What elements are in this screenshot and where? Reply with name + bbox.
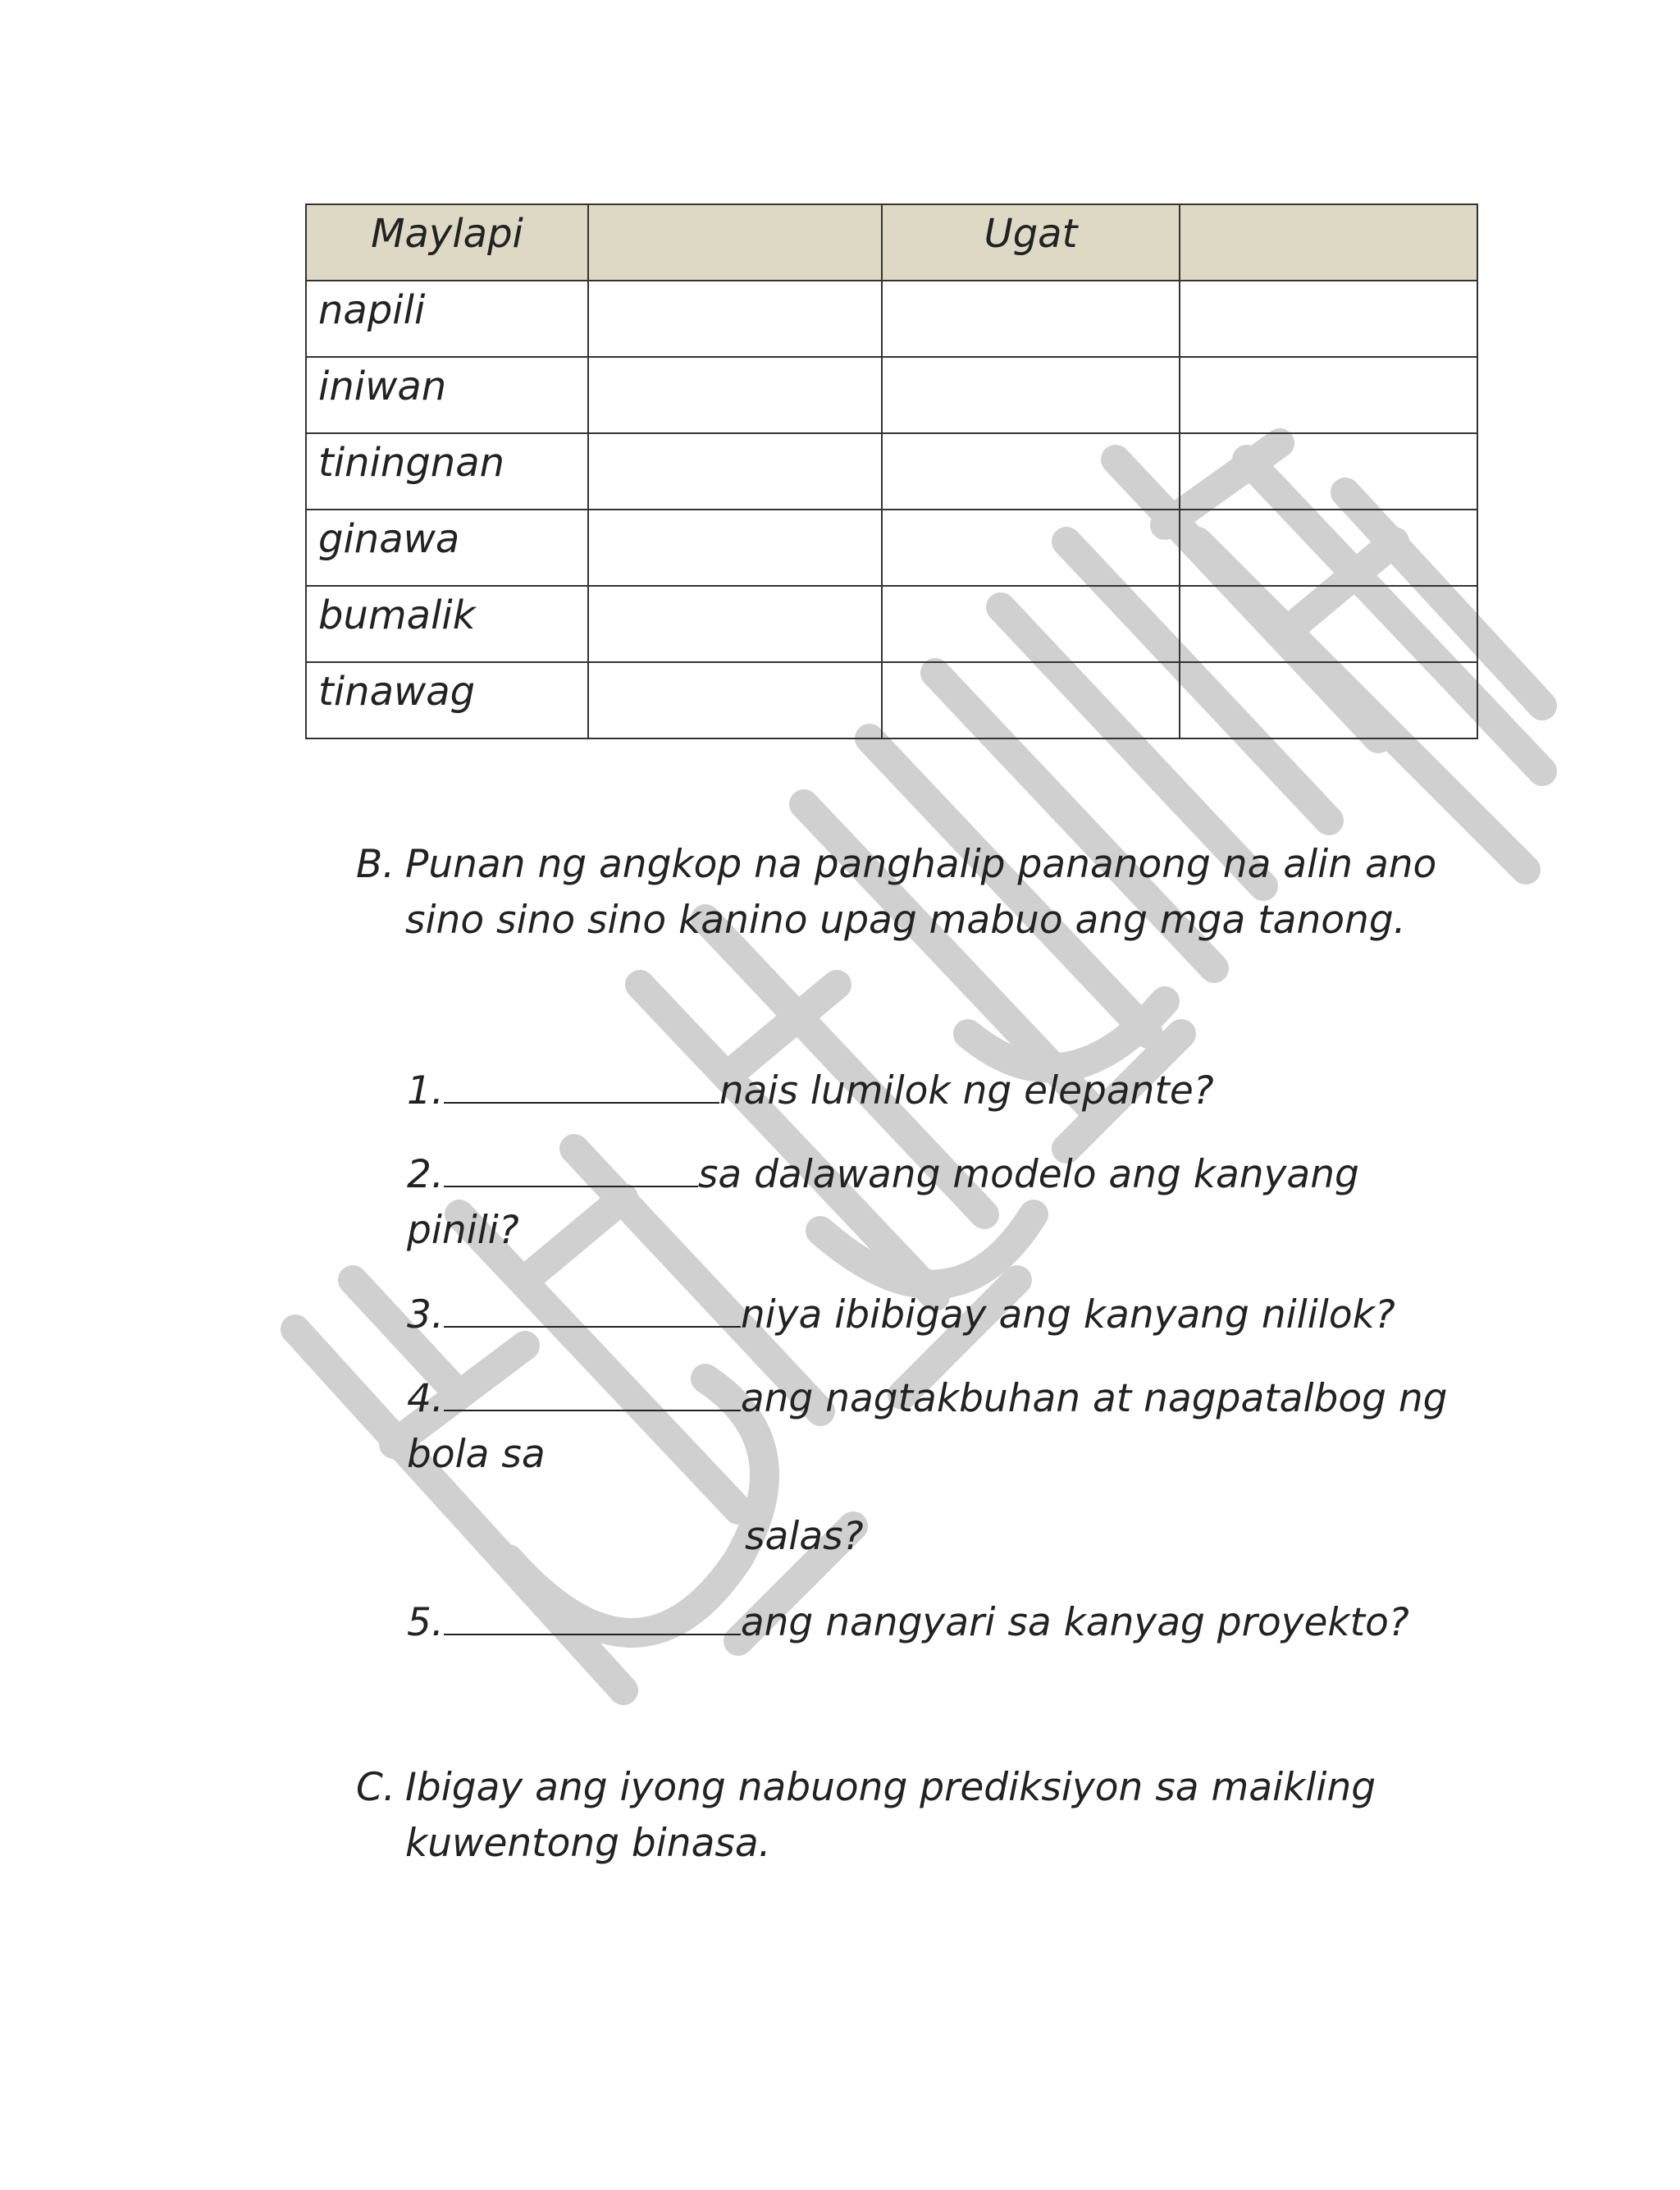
header-maylapi: Maylapi bbox=[306, 204, 588, 281]
word-cell: iniwan bbox=[306, 357, 588, 433]
question-1 bbox=[407, 1061, 1490, 1119]
answer-cell[interactable] bbox=[588, 510, 882, 586]
answer-cell[interactable] bbox=[1180, 586, 1477, 662]
answer-blank[interactable] bbox=[444, 1061, 719, 1104]
table-row bbox=[306, 662, 1477, 738]
question-5 bbox=[407, 1593, 1490, 1651]
question-3 bbox=[407, 1285, 1490, 1343]
question-4 bbox=[407, 1369, 1490, 1483]
answer-cell[interactable] bbox=[588, 662, 882, 738]
table-row bbox=[306, 586, 1477, 662]
word-cell: napili bbox=[306, 281, 588, 357]
answer-cell[interactable] bbox=[1180, 510, 1477, 586]
question-text: niya ibibigay ang kanyang nililok? bbox=[740, 1292, 1395, 1337]
answer-cell[interactable] bbox=[882, 662, 1180, 738]
answer-cell[interactable] bbox=[882, 586, 1180, 662]
header-ugat: Ugat bbox=[882, 204, 1180, 281]
word-cell: ginawa bbox=[306, 510, 588, 586]
answer-cell[interactable] bbox=[882, 433, 1180, 510]
word-cell: tinawag bbox=[306, 662, 588, 738]
question-text-continued: bola sa bbox=[407, 1432, 546, 1477]
question-number: 5. bbox=[407, 1600, 444, 1645]
table-row bbox=[306, 510, 1477, 586]
question-text: sa dalawang modelo ang kanyang bbox=[697, 1152, 1359, 1197]
question-number: 3. bbox=[407, 1292, 444, 1337]
question-text-continued: pinili? bbox=[407, 1208, 519, 1253]
word-cell: tiningnan bbox=[306, 433, 588, 510]
question-text: ang nagtakbuhan at nagpatalbog ng bbox=[740, 1376, 1448, 1421]
question-text: nais lumilok ng elepante? bbox=[719, 1068, 1214, 1113]
section-c-letter: C. bbox=[356, 1765, 395, 1810]
question-number: 2. bbox=[407, 1152, 444, 1197]
header-blank-1 bbox=[588, 204, 882, 281]
word-cell: bumalik bbox=[306, 586, 588, 662]
answer-cell[interactable] bbox=[882, 510, 1180, 586]
answer-blank[interactable] bbox=[444, 1285, 741, 1328]
answer-cell[interactable] bbox=[1180, 281, 1477, 357]
answer-blank[interactable] bbox=[444, 1369, 741, 1411]
table-row bbox=[306, 433, 1477, 510]
answer-blank[interactable] bbox=[444, 1145, 698, 1187]
table-row bbox=[306, 281, 1477, 357]
maylapi-ugat-table bbox=[305, 203, 1478, 739]
answer-cell[interactable] bbox=[588, 357, 882, 433]
answer-cell[interactable] bbox=[1180, 662, 1477, 738]
answer-cell[interactable] bbox=[1180, 357, 1477, 433]
section-b bbox=[356, 837, 1521, 952]
table-row bbox=[306, 357, 1477, 433]
header-blank-2 bbox=[1180, 204, 1477, 281]
question-4-continued bbox=[745, 1509, 1073, 1565]
question-text: ang nangyari sa kanyag proyekto? bbox=[740, 1600, 1409, 1645]
section-b-letter: B. bbox=[356, 842, 395, 887]
answer-cell[interactable] bbox=[588, 281, 882, 357]
answer-cell[interactable] bbox=[588, 433, 882, 510]
section-c bbox=[356, 1760, 1521, 1875]
question-text-continued-2: salas? bbox=[745, 1514, 864, 1559]
question-number: 1. bbox=[407, 1068, 444, 1113]
answer-cell[interactable] bbox=[1180, 433, 1477, 510]
question-2 bbox=[407, 1145, 1490, 1259]
answer-cell[interactable] bbox=[882, 357, 1180, 433]
question-number: 4. bbox=[407, 1376, 444, 1421]
answer-cell[interactable] bbox=[588, 586, 882, 662]
table-header-row bbox=[306, 204, 1477, 281]
section-b-instruction: Punan ng angkop na panghalip pananong na alin ano sino sino sino kanino upag mabuo ang mga tanong. bbox=[405, 842, 1437, 943]
answer-blank[interactable] bbox=[444, 1593, 741, 1635]
section-c-instruction: Ibigay ang iyong nabuong prediksiyon sa maikling kuwentong binasa. bbox=[405, 1765, 1376, 1866]
answer-cell[interactable] bbox=[882, 281, 1180, 357]
